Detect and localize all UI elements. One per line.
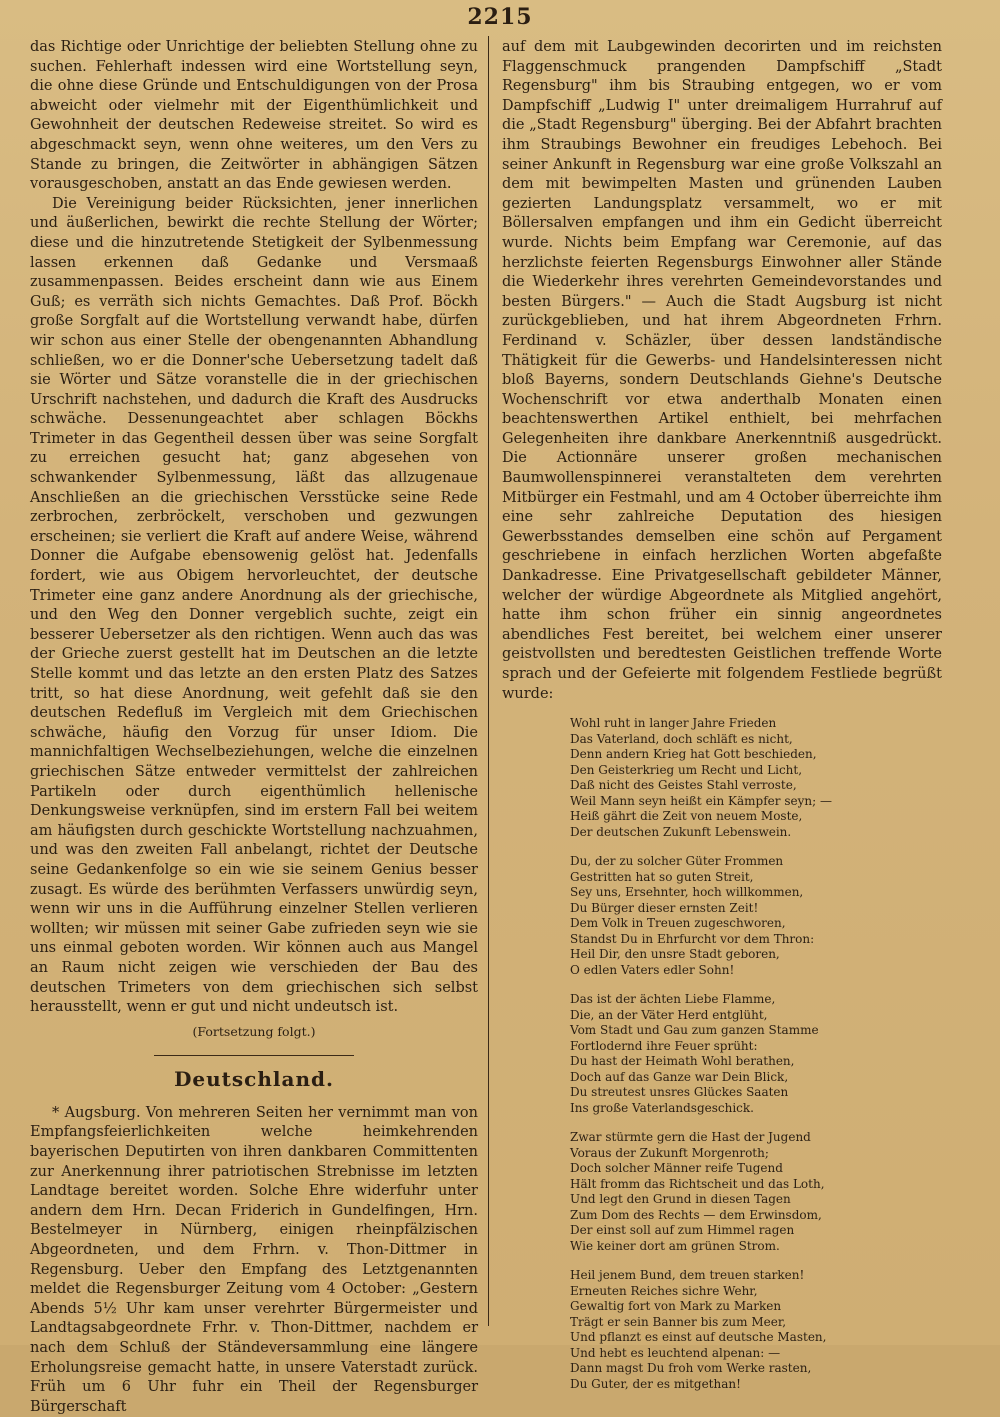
poem-verse: Daß nicht des Geistes Stahl verroste, — [570, 778, 797, 793]
poem-verse: Der deutschen Zukunft Lebenswein. — [570, 824, 792, 839]
poem-verse: Heil jenem Bund, dem treuen starken! — [570, 1268, 805, 1283]
poem-verse: Wie keiner dort am grünen Strom. — [570, 1238, 780, 1253]
news-paragraph: * Augsburg. Von mehreren Seiten her vernimmt man von Empfangsfeierlichkeiten welche heimkehrenden bayerischen Deputirten von ihren dankbaren Committenten zur Anerkennung ihrer patriotischen Strebnisse im letzten Landtage bereitet worden. Solche Ehre widerfuhr unter andern dem Hrn. Decan Friderich in Gundelfingen, Hrn. Bestelmeyer in Nürnberg, einigen rheinpfälzischen Abgeordneten, und dem Frhrn. v. Thon-Dittmer in Regensburg. Ueber den Empfang des Letztgenannten meldet die Regensburger Zeitung vom 4 October: „Gestern Abends 5½ Uhr kam unser verehrter Bürgermeister und Landtagsabgeordnete Frhr. v. Thon-Dittmer, nachdem er nach dem Schluß der Ständeversammlung eine längere Erholungsreise gemacht hatte, in unsere Vaterstadt zurück. Früh um 6 Uhr fuhr ein Theil der Regensburger Bürgerschaft — [30, 1104, 478, 1415]
poem-verse: Vom Stadt und Gau zum ganzen Stamme — [570, 1023, 819, 1038]
poem-verse: Du, der zu solcher Güter Frommen — [570, 854, 784, 869]
poem-verse: Zum Dom des Rechts — dem Erwinsdom, — [570, 1207, 822, 1222]
poem-verse: Du Bürger dieser ernsten Zeit! — [570, 900, 759, 915]
poem-verse: Die, an der Väter Herd entglüht, — [570, 1007, 768, 1022]
poem-stanza — [570, 854, 942, 978]
poem-verse: Hält fromm das Richtscheit und das Loth, — [570, 1176, 825, 1191]
poem-verse: Und legt den Grund in diesen Tagen — [570, 1192, 791, 1207]
poem-verse: Wohl ruht in langer Jahre Frieden — [570, 716, 777, 731]
poem-verse: Du streutest unsres Glückes Saaten — [570, 1085, 789, 1100]
poem-verse: Trägt er sein Banner bis zum Meer, — [570, 1314, 787, 1329]
poem-verse: Voraus der Zukunft Morgenroth; — [570, 1145, 769, 1160]
page-number: 2215 — [467, 4, 533, 30]
left-column — [30, 38, 478, 1417]
poem-stanza — [570, 716, 942, 840]
article-paragraph: Die Vereinigung beider Rücksichten, jener innerlichen und äußerlichen, bewirkt die rechte Stellung der Wörter; diese und die hinzutretende Stetigkeit der Sylbenmessung lassen erkennen daß Gedanke und Versmaaß zusammenpassen. Beides erscheint dann wie aus Einem Guß; es verräth sich nichts Gemachtes. Daß Prof. Böckh große Sorgfalt auf die Wortstellung verwandt habe, dürfen wir schon aus einer Stelle der obengenannten Abhandlung schließen, wo er die Donner'sche Uebersetzung tadelt daß sie Wörter und Sätze voranstelle die in der griechischen Urschrift nachstehen, und dadurch die Kraft des Ausdrucks schwäche. Dessenungeachtet aber schlagen Böckhs Trimeter in das Gegentheil dessen über was seine Sorgfalt zu erreichen gesucht hat; ganz abgesehen von schwankender Sylbenmessung, läßt das allzugenaue Anschließen an die griechischen Versstücke seine Rede zerbrochen, zerbröckelt, verschoben und gezwungen erscheinen; sie verliert die Kraft auf andere Weise, während Donner die Aufgabe ebensowenig gelöst hat. Jedenfalls fordert, wie aus Obigem hervorleuchtet, der deutsche Trimeter eine ganz andere Anordnung als der griechische, und den Weg den Donner vergeblich suchte, zeigt ein besserer Uebersetzer als den richtigen. Wenn auch das was der Grieche zuerst gestellt hat im Deutschen an die letzte Stelle kommt und das letzte an den ersten Platz des Satzes tritt, so hat diese Anordnung, weit gefehlt daß sie den deutschen Redefluß im Vergleich mit dem Griechischen schwäche, häufig den Vorzug für unser Idiom. Die mannichfaltigen Wechselbeziehungen, welche die einzelnen griechischen Sätze entweder vermittelst der zahlreichen Partikeln oder durch eigenthümlich hellenische Denkungsweise verknüpfen, sind im erstern Fall bei weitem am häufigsten durch geschickte Wortstellung nachzuahmen, und was den zweiten Fall anbelangt, richtet der Deutsche seine Gedankenfolge so ein wie sie seinem Genius besser zusagt. Es würde des berühmten Verfassers unwürdig seyn, wenn wir uns in die Aufführung einzelner Stellen verlieren wollten; wir müssen mit seiner Gabe zufrieden seyn wie sie uns einmal geboten worden. Wir können auch aus Mangel an Raum nicht zeigen wie verschieden der Bau des deutschen Trimeters von dem griechischen sich selbst herausstellt, wenn er gut und nicht undeutsch ist. — [30, 195, 478, 1016]
poem-verse: Dann magst Du froh vom Werke rasten, — [570, 1361, 812, 1376]
poem-verse: Heiß gährt die Zeit von neuem Moste, — [570, 809, 803, 824]
news-paragraph: auf dem mit Laubgewinden decorirten und im reichsten Flaggenschmuck prangenden Dampfschiff „Stadt Regensburg" ihm bis Straubing entgegen, wo er vom Dampfschiff „Ludwig I" unter dreimaligem Hurrahruf auf die „Stadt Regensburg" überging. Bei der Abfahrt brachten ihm Straubings Bewohner ein freudiges Lebehoch. Bei seiner Ankunft in Regensburg war eine große Volkszahl an dem mit bewimpelten Masten und grünenden Lauben gezierten Landungsplatz versammelt, wo er mit Böllersalven empfangen und ihm ein Gedicht überreicht wurde. Nichts beim Empfang war Ceremonie, auf das herzlichste feierten Regensburgs Einwohner aller Stände die Wiederkehr ihres verehrten Gemeindevorstandes und besten Bürgers." — Auch die Stadt Augsburg ist nicht zurückgeblieben, und hat ihrem Abgeordneten Frhrn. Ferdinand v. Schäzler, über dessen landständische Thätigkeit für die Gewerbs- und Handelsinteressen nicht bloß Bayerns, sondern Deutschlands Giehne's Deutsche Wochenschrift vor etwa anderthalb Monaten einen beachtenswerthen Artikel enthielt, bei mehrfachen Gelegenheiten ihre dankbare Anerkenntniß ausgedrückt. Die Actionnäre unserer großen mechanischen Baumwollenspinnerei veranstalteten dem verehrten Mitbürger ein Festmahl, und am 4 October überreichte ihm eine sehr zahlreiche Deputation des hiesigen Gewerbsstandes demselben eine schön auf Pergament geschriebene in einfach herzlichen Worten abgefaßte Dankadresse. Eine Privatgesellschaft gebildeter Männer, welcher der würdige Abgeordnete als Mitglied angehört, hatte ihm schon früher ein sinnig angeordnetes abendliches Fest bereitet, bei welchem einer unserer geistvollsten und beredtesten Geistlichen treffende Worte sprach und der Gefeierte mit folgendem Festliede begrüßt wurde: — [502, 39, 942, 702]
festlied-poem — [570, 716, 942, 1392]
column-rule — [488, 36, 489, 1326]
article-paragraph: das Richtige oder Unrichtige der beliebten Stellung ohne zu suchen. Fehlerhaft indessen wird eine Wortstellung seyn, die ohne diese Gründe und Entschuldigungen von der Prosa abweicht oder vielmehr mit der Eigenthümlichkeit und Gewohnheit der deutschen Redeweise streitet. So wird es abgeschmackt seyn, wenn ohne weiteres, um den Vers zu Stande zu bringen, die Zeitwörter in abhängigen Sätzen vorausgeschoben, anstatt an das Ende gewiesen werden. — [30, 39, 478, 193]
right-column — [502, 38, 942, 1406]
continuation-note: (Fortsetzung folgt.) — [192, 1023, 316, 1039]
poem-verse: Sey uns, Ersehnter, hoch willkommen, — [570, 885, 804, 900]
poem-verse: Heil Dir, den unsre Stadt geboren, — [570, 947, 780, 962]
poem-verse: Und hebt es leuchtend alpenan: — — [570, 1345, 781, 1360]
poem-verse: Das ist der ächten Liebe Flamme, — [570, 992, 776, 1007]
poem-verse: Denn andern Krieg hat Gott beschieden, — [570, 747, 817, 762]
poem-verse: Den Geisterkrieg um Recht und Licht, — [570, 762, 803, 777]
poem-verse: Standst Du in Ehrfurcht vor dem Thron: — [570, 931, 815, 946]
poem-verse: Das Vaterland, doch schläft es nicht, — [570, 731, 793, 746]
poem-verse: Fortlodernd ihre Feuer sprüht: — [570, 1038, 758, 1053]
section-title: Deutschland. — [174, 1067, 334, 1092]
section-divider — [154, 1055, 354, 1056]
poem-verse: Der einst soll auf zum Himmel ragen — [570, 1223, 795, 1238]
poem-stanza — [570, 1268, 942, 1392]
poem-verse: Erneuten Reiches sichre Wehr, — [570, 1283, 758, 1298]
poem-verse: Du Guter, der es mitgethan! — [570, 1376, 741, 1391]
poem-stanza — [570, 992, 942, 1116]
poem-verse: O edlen Vaters edler Sohn! — [570, 962, 735, 977]
poem-verse: Gestritten hat so guten Streit, — [570, 869, 754, 884]
poem-verse: Du hast der Heimath Wohl berathen, — [570, 1054, 795, 1069]
poem-verse: Doch solcher Männer reife Tugend — [570, 1161, 783, 1176]
poem-verse: Und pflanzt es einst auf deutsche Masten, — [570, 1330, 827, 1345]
poem-verse: Ins große Vaterlandsgeschick. — [570, 1100, 754, 1115]
poem-verse: Dem Volk in Treuen zugeschworen, — [570, 916, 786, 931]
poem-stanza — [570, 1130, 942, 1254]
poem-verse: Gewaltig fort von Mark zu Marken — [570, 1299, 782, 1314]
poem-verse: Weil Mann seyn heißt ein Kämpfer seyn; — — [570, 793, 832, 808]
poem-verse: Zwar stürmte gern die Hast der Jugend — [570, 1130, 811, 1145]
poem-verse: Doch auf das Ganze war Dein Blick, — [570, 1069, 789, 1084]
